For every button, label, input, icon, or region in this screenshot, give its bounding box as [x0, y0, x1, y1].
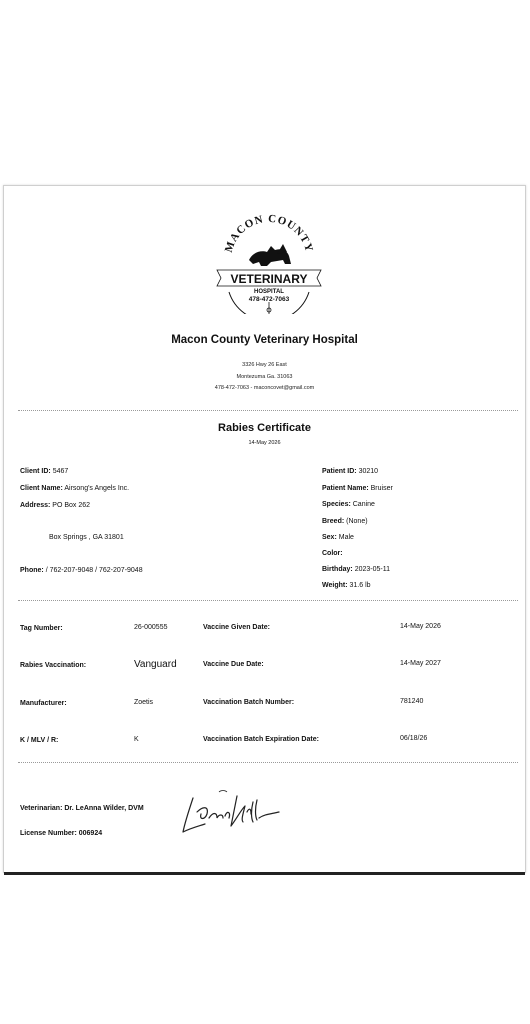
patient-color: Color:: [322, 550, 343, 557]
manufacturer-label: Manufacturer:: [20, 700, 67, 707]
certificate-title: Rabies Certificate: [218, 422, 311, 434]
svg-text:VETERINARY: VETERINARY: [230, 272, 308, 286]
client-name: Client Name: Airsong's Angels Inc.: [20, 485, 130, 492]
hospital-address-line1: 3326 Hwy 26 East: [242, 362, 287, 368]
batch-number-value: 781240: [400, 698, 424, 705]
hospital-contact: 478-472-7063 - maconcovet@gmail.com: [214, 385, 315, 391]
rabies-vaccination-label: Rabies Vaccination:: [20, 662, 87, 669]
patient-id: Patient ID: 30210: [322, 468, 379, 475]
svg-text:HOSPITAL: HOSPITAL: [254, 289, 284, 295]
divider: [18, 600, 518, 601]
rabies-vaccination-value: Vanguard: [134, 659, 177, 670]
hospital-logo: [209, 214, 329, 314]
client-phone: Phone: / 762-207-9048 / 762-207-9048: [20, 567, 143, 574]
patient-sex: Sex: Male: [322, 534, 354, 541]
kmlvr-label: K / MLV / R:: [20, 737, 59, 744]
patient-breed: Breed: (None): [322, 518, 368, 525]
patient-species: Species: Canine: [322, 501, 375, 508]
certificate-date: 14-May 2026: [248, 440, 281, 446]
tag-number-label: Tag Number:: [20, 625, 63, 632]
hospital-name: Macon County Veterinary Hospital: [171, 334, 358, 346]
patient-name: Patient Name: Bruiser: [322, 485, 393, 492]
client-address: Address: PO Box 262: [20, 502, 91, 509]
veterinarian-signature: [179, 788, 284, 838]
divider: [18, 762, 518, 763]
vaccine-given-value: 14-May 2026: [400, 623, 441, 630]
svg-text:MACON COUNTY: MACON COUNTY: [222, 214, 316, 254]
patient-birthday: Birthday: 2023-05-11: [322, 566, 390, 573]
batch-expiration-label: Vaccination Batch Expiration Date:: [203, 736, 319, 743]
divider: [18, 410, 518, 411]
patient-weight: Weight: 31.6 lb: [322, 582, 371, 589]
manufacturer-value: Zoetis: [134, 699, 154, 706]
certificate-page: [3, 185, 526, 873]
batch-expiration-value: 06/18/26: [400, 735, 428, 742]
svg-text:478-472-7063: 478-472-7063: [248, 296, 290, 303]
batch-number-label: Vaccination Batch Number:: [203, 699, 295, 706]
hospital-address-line2: Montezuma Ga. 31063: [236, 374, 293, 380]
vaccine-given-label: Vaccine Given Date:: [203, 624, 270, 631]
client-id: Client ID: 5467: [20, 468, 69, 475]
license-number: License Number: 006924: [20, 830, 103, 837]
page-edge: [4, 872, 525, 875]
client-address-line2: Box Springs , GA 31801: [49, 534, 124, 541]
vaccine-due-label: Vaccine Due Date:: [203, 661, 264, 668]
vaccine-due-value: 14-May 2027: [400, 660, 441, 667]
veterinarian: Veterinarian: Dr. LeAnna Wilder, DVM: [20, 805, 144, 812]
kmlvr-value: K: [134, 736, 139, 743]
tag-number-value: 26-000555: [134, 624, 168, 631]
